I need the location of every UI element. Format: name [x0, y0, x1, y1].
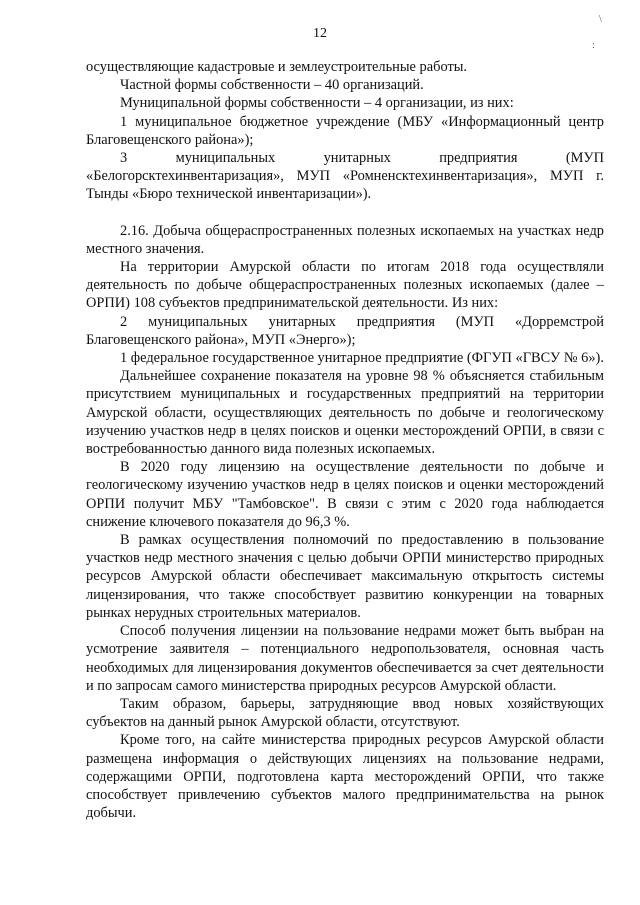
paragraph: 2 муниципальных унитарных предприятия (МУП «Дорремстрой Благовещенского района», МУП «Энерго»);	[86, 313, 604, 348]
document-body	[86, 58, 604, 822]
paragraph: Дальнейшее сохранение показателя на уровне 98 % объясняется стабильным присутствием муниципальных и государственных предприятий на территории Амурской области, осуществляющих деятельность по добыче и геологическому изучению участков недр в целях поисков и оценки месторождений ОРПИ, в связи с востребованностью данного вида полезных ископаемых.	[86, 368, 604, 458]
paragraph: На территории Амурской области по итогам 2018 года осуществляли деятельность по добыче общераспространенных полезных ископаемых (далее – ОРПИ) 108 субъектов предпринимательской деятельности. Из них:	[86, 259, 604, 312]
scan-mark: :	[592, 40, 595, 51]
paragraph: Способ получения лицензии на пользование недрами может быть выбран на усмотрение заявителя – потенциального недропользователя, основная часть необходимых для лицензирования документов обеспечивается за счет деятельности и по запросам самого министерства природных ресурсов Амурской области.	[86, 623, 604, 694]
paragraph: В рамках осуществления полномочий по предоставлению в пользование участков недр местного значения с целью добычи ОРПИ министерство природных ресурсов Амурской области обеспечивает максимальную открытость системы лицензирования, что также способствует развитию конкуренции на товарных рынках нерудных строительных материалов.	[86, 532, 604, 621]
paragraph: В 2020 году лицензию на осуществление деятельности по добыче и геологическому изучению участков недр в целях поисков и оценки месторождений ОРПИ получит МБУ "Тамбовское". В связи с этим с 2020 года наблюдается снижение ключевого показателя до 96,3 %.	[86, 459, 604, 530]
section-heading: 2.16. Добыча общераспространенных полезных ископаемых на участках недр местного значения.	[86, 222, 604, 257]
paragraph: Кроме того, на сайте министерства природных ресурсов Амурской области размещена информация о действующих лицензиях на пользование недрами, содержащими ОРПИ, подготовлена карта месторождений ОРПИ, что также способствует привлечению субъектов малого предпринимательства на рынок добычи.	[86, 732, 604, 822]
paragraph: Муниципальной формы собственности – 4 организации, из них:	[120, 95, 514, 112]
paragraph: 1 муниципальное бюджетное учреждение (МБУ «Информационный центр Благовещенского района»);	[86, 113, 604, 148]
scan-mark: \	[599, 14, 602, 25]
paragraph: 1 федеральное государственное унитарное предприятие (ФГУП «ГВСУ № 6»).	[120, 350, 604, 367]
page-number: 12	[313, 26, 327, 41]
paragraph: Таким образом, барьеры, затрудняющие ввод новых хозяйствующих субъектов на данный рынок Амурской области, отсутствуют.	[86, 695, 604, 731]
paragraph: осуществляющие кадастровые и землеустроительные работы.	[86, 59, 468, 75]
paragraph: Частной формы собственности – 40 организаций.	[120, 77, 424, 94]
paragraph: 3 муниципальных унитарных предприятия (МУП «Белогорсктехинвентаризация», МУП «Ромненсктехинвентаризация», МУП г. Тынды «Бюро технической инвентаризации»).	[86, 150, 604, 203]
